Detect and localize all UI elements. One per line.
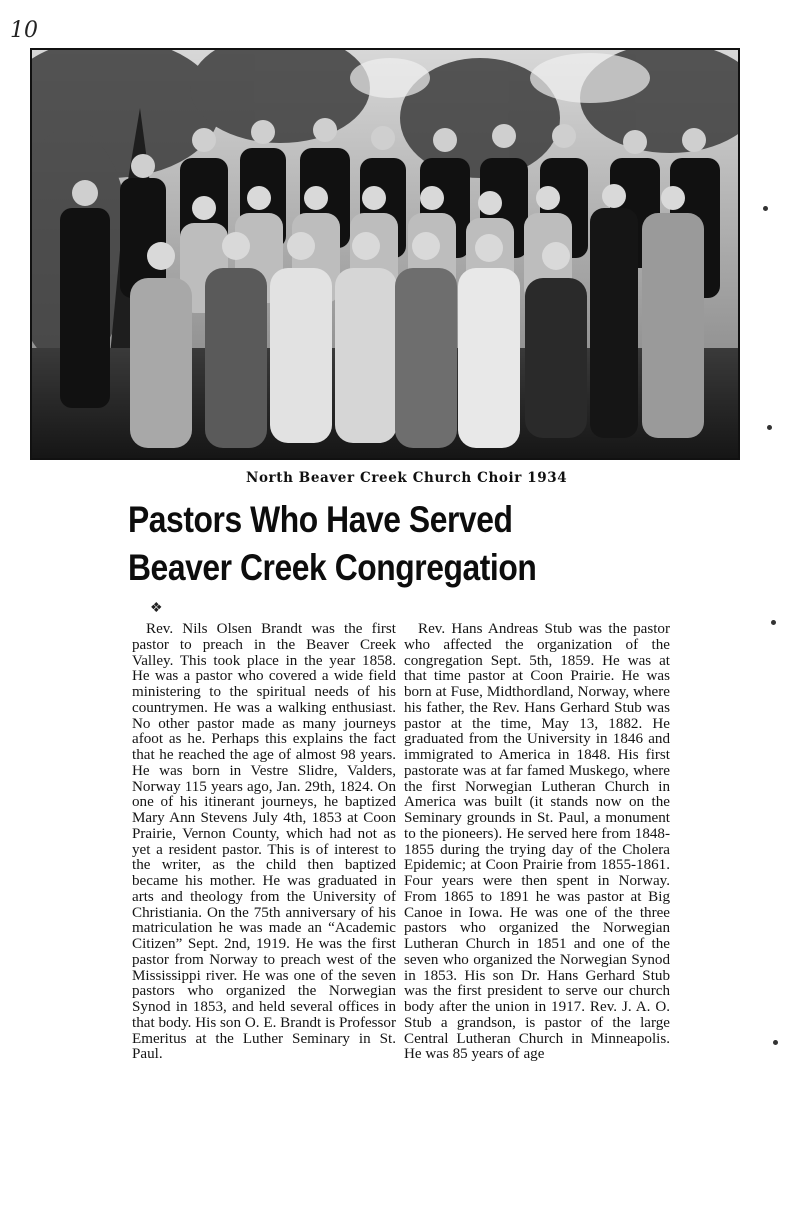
page-number: 10 [10,18,38,43]
article-column-right [404,622,670,1063]
margin-dot [763,206,768,211]
margin-dot [767,425,772,430]
article-column-left [132,622,396,1063]
margin-dot [771,620,776,625]
photo-caption: North Beaver Creek Church Choir 1934 [246,470,568,486]
paragraph-stub: Rev. Hans Andreas Stub was the pastor who affected the organization of the congregation Sept. 5th, 1859. He was at that time pastor at Coon Prairie. He was born at Fuse, Midthordland, Norway, where his father, the Rev. Hans Gerhard Stub was pastor at the time, May 13, 1882. He graduated from the University in 1846 and immigrated to America in 1848. His first pastorate was at far famed Muskego, where the first Norwegian Lutheran Church in America was built (it stands now on the Seminary grounds in St. Paul, a monument to the pioneers). He served here from 1848-1855 during the trying day of the Cholera Epidemic; at Coon Prairie from 1855-1861. Four years were then spent in Norway. From 1865 to 1891 he was pastor at Big Canoe in Iowa. He was one of the three pastors who organized the Norwegian Lutheran Church in 1851 and one of the seven who organized the Norwegian Synod in 1853. His son Dr. Hans Gerhard Stub was the first president to serve our church body after the union in 1917. Rev. J. A. O. Stub a grandson, is pastor of the large Central Lutheran Church in Minneapolis. He was 85 years of age [404,621,670,1063]
paragraph-brandt: Rev. Nils Olsen Brandt was the first pastor to preach in the Beaver Creek Valley. This took place in the year 1858. He was a pastor who covered a wide field ministering to the spiritual needs of his countrymen. He was a walking enthusiast. No other pastor made as many journeys afoot as he. Perhaps this explains the fact that he reached the age of almost 98 years. He was born in Vestre Slidre, Valders, Norway 115 years ago, Jan. 29th, 1824. On one of his itinerant journeys, he baptized Mary Ann Stevens July 4th, 1853 at Coon Prairie, Vernon County, which had not as yet a resident pastor. This is of interest to the writer, as the child then baptized became his mother. He was graduated in arts and theology from the University of Christiania. On the 75th anniversary of his matriculation he was made an “Academic Citizen” Sept. 2nd, 1919. He was the first pastor from Norway to preach west of the Mississippi river. He was one of the seven pastors who organized the Norwegian Synod in 1853, and held several offices in that body. His son O. E. Brandt is Professor Emeritus at the Luther Seminary in St. Paul. [132,621,396,1063]
margin-dot [773,1040,778,1045]
article-title: Pastors Who Have Served Beaver Creek Congregation [128,499,537,588]
ornament-icon: ❖ [150,600,163,616]
choir-photograph [30,48,740,460]
